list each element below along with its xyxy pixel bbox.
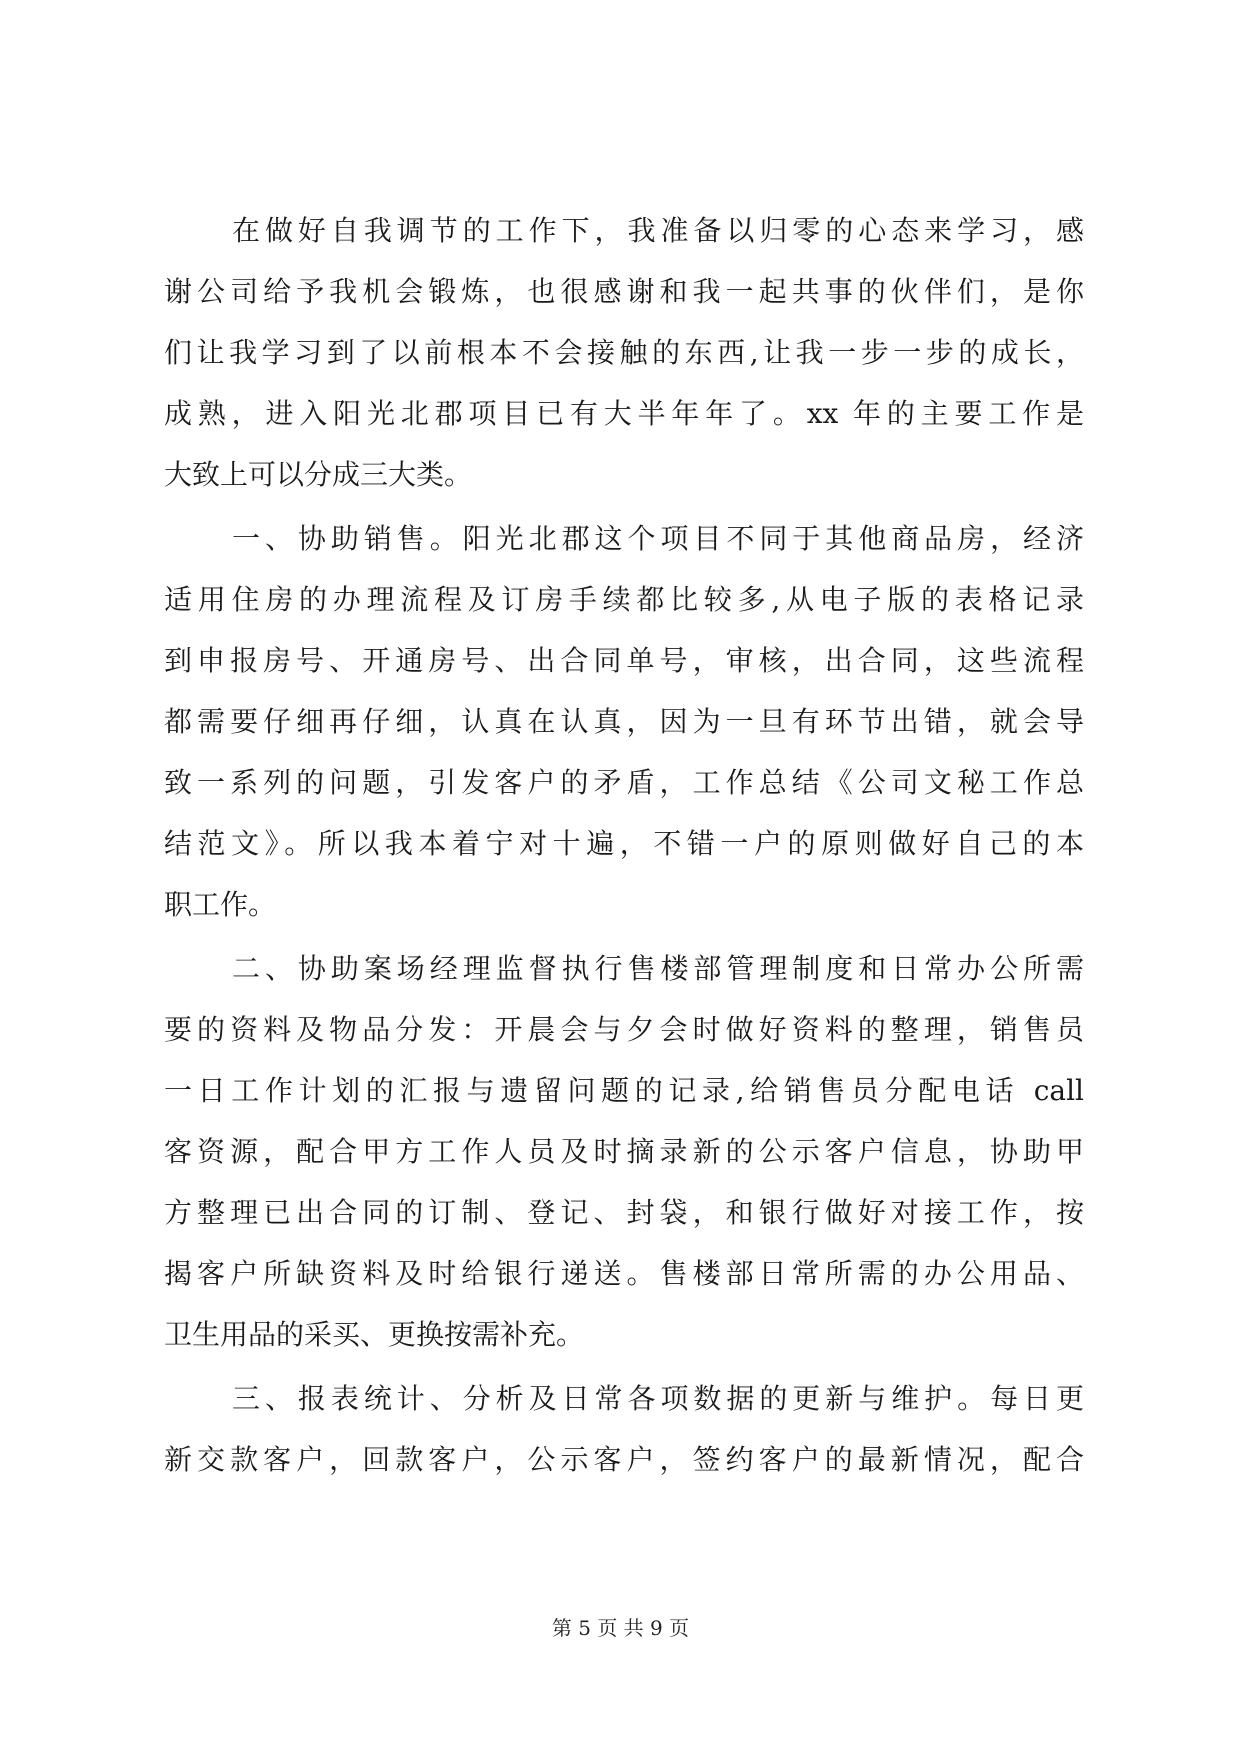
paragraph — [164, 200, 1084, 505]
text-line: 在做好自我调节的工作下，我准备以归零的心态来学习，感 — [232, 214, 1084, 247]
text-line: 一日工作计划的汇报与遗留问题的记录,给销售员分配电话 call — [164, 1074, 1084, 1107]
paragraph — [164, 508, 1084, 935]
text-line: 致一系列的问题，引发客户的矛盾，工作总结《公司文秘工作总 — [164, 766, 1084, 799]
text-line: 卫生用品的采买、更换按需补充。 — [164, 1318, 585, 1351]
text-line: 职工作。 — [164, 888, 277, 921]
text-line: 都需要仔细再仔细，认真在认真，因为一旦有环节出错，就会导 — [164, 705, 1084, 738]
paragraph — [164, 938, 1084, 1365]
text-line: 新交款客户，回款客户，公示客户，签约客户的最新情况，配合 — [164, 1443, 1084, 1476]
text-line: 揭客户所缺资料及时给银行递送。售楼部日常所需的办公用品、 — [164, 1257, 1084, 1290]
text-line: 要的资料及物品分发：开晨会与夕会时做好资料的整理，销售员 — [164, 1013, 1084, 1046]
text-line: 大致上可以分成三大类。 — [164, 458, 473, 491]
text-line: 结范文》。所以我本着宁对十遍，不错一户的原则做好自己的本 — [164, 827, 1084, 860]
text-line: 方整理已出合同的订制、登记、封袋，和银行做好对接工作，按 — [164, 1196, 1084, 1229]
text-line: 适用住房的办理流程及订房手续都比较多,从电子版的表格记录 — [164, 583, 1084, 616]
text-line: 三、报表统计、分析及日常各项数据的更新与维护。每日更 — [232, 1382, 1084, 1415]
text-line: 们让我学习到了以前根本不会接触的东西,让我一步一步的成长， — [164, 336, 1084, 369]
paragraph — [164, 1368, 1084, 1490]
text-line: 谢公司给予我机会锻炼，也很感谢和我一起共事的伙伴们，是你 — [164, 275, 1084, 308]
page-number-footer: 第 5 页 共 9 页 — [551, 1616, 690, 1640]
text-line: 二、协助案场经理监督执行售楼部管理制度和日常办公所需 — [232, 952, 1084, 985]
text-line: 客资源，配合甲方工作人员及时摘录新的公示客户信息，协助甲 — [164, 1135, 1084, 1168]
body-text — [164, 200, 1084, 1490]
text-line: 到申报房号、开通房号、出合同单号，审核，出合同，这些流程 — [164, 644, 1084, 677]
text-line: 一、协助销售。阳光北郡这个项目不同于其他商品房，经济 — [232, 522, 1084, 555]
text-line: 成熟，进入阳光北郡项目已有大半年年了。xx 年的主要工作是 — [164, 397, 1084, 430]
